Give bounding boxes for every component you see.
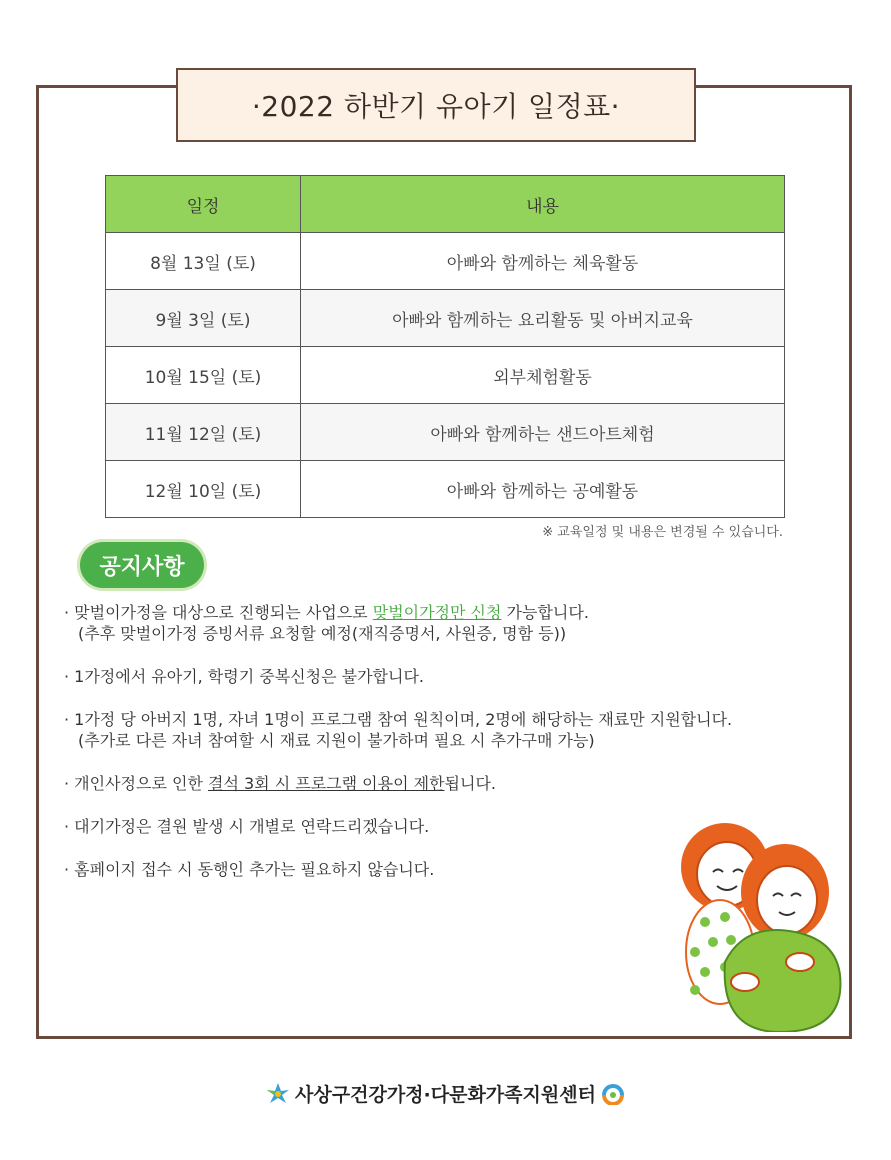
row-content: 아빠와 함께하는 공예활동 (301, 461, 785, 518)
notice-subtext: (추후 맞벌이가정 증빙서류 요청할 예정(재직증명서, 사원증, 명함 등)) (78, 624, 567, 643)
row-content: 외부체험활동 (301, 347, 785, 404)
page-title: ·2022 하반기 유아기 일정표· (176, 68, 696, 142)
parent-child-illustration (665, 812, 845, 1032)
notice-subtext: (추가로 다른 자녀 참여할 시 재료 지원이 불가하며 필요 시 추가구매 가능) (78, 731, 595, 750)
table-row (106, 461, 785, 518)
table-row (106, 347, 785, 404)
notice-item (64, 602, 844, 644)
row-date: 9월 3일 (토) (106, 290, 301, 347)
notice-item (64, 709, 844, 751)
center-logo-icon (265, 1081, 291, 1107)
row-date: 10월 15일 (토) (106, 347, 301, 404)
notice-text: 됩니다. (444, 774, 497, 793)
notice-badge: 공지사항 (80, 542, 204, 588)
table-row (106, 290, 785, 347)
row-date: 12월 10일 (토) (106, 461, 301, 518)
notice-text: · 1가정에서 유아기, 학령기 중복신청은 불가합니다. (64, 667, 424, 686)
row-content: 아빠와 함께하는 샌드아트체험 (301, 404, 785, 461)
notice-underline: 결석 3회 시 프로그램 이용이 제한 (208, 774, 445, 793)
notice-highlight: 맞벌이가정만 신청 (372, 603, 502, 622)
notice-text: · 맞벌이가정을 대상으로 진행되는 사업으로 (64, 603, 373, 622)
table-row (106, 233, 785, 290)
schedule-table (105, 175, 785, 518)
row-content: 아빠와 함께하는 체육활동 (301, 233, 785, 290)
table-header-row (106, 176, 785, 233)
header-content: 내용 (301, 176, 785, 233)
table-note: ※ 교육일정 및 내용은 변경될 수 있습니다. (542, 525, 783, 540)
header-date: 일정 (106, 176, 301, 233)
notice-text: · 개인사정으로 인한 (64, 774, 208, 793)
table-row (106, 404, 785, 461)
footer (0, 1080, 891, 1107)
swirl-logo-icon (600, 1083, 626, 1105)
parent-face (757, 866, 817, 934)
footer-org-name: 사상구건강가정·다문화가족지원센터 (295, 1084, 596, 1106)
notice-item (64, 666, 844, 687)
row-date: 11월 12일 (토) (106, 404, 301, 461)
row-content: 아빠와 함께하는 요리활동 및 아버지교육 (301, 290, 785, 347)
notice-text: 가능합니다. (501, 603, 589, 622)
notice-item (64, 773, 844, 794)
row-date: 8월 13일 (토) (106, 233, 301, 290)
notice-text: · 홈페이지 접수 시 동행인 추가는 필요하지 않습니다. (64, 860, 435, 879)
notice-text: · 1가정 당 아버지 1명, 자녀 1명이 프로그램 참여 원칙이며, 2명에 해당하는 재료만 지원합니다. (64, 710, 733, 729)
notice-text: · 대기가정은 결원 발생 시 개별로 연락드리겠습니다. (64, 817, 430, 836)
